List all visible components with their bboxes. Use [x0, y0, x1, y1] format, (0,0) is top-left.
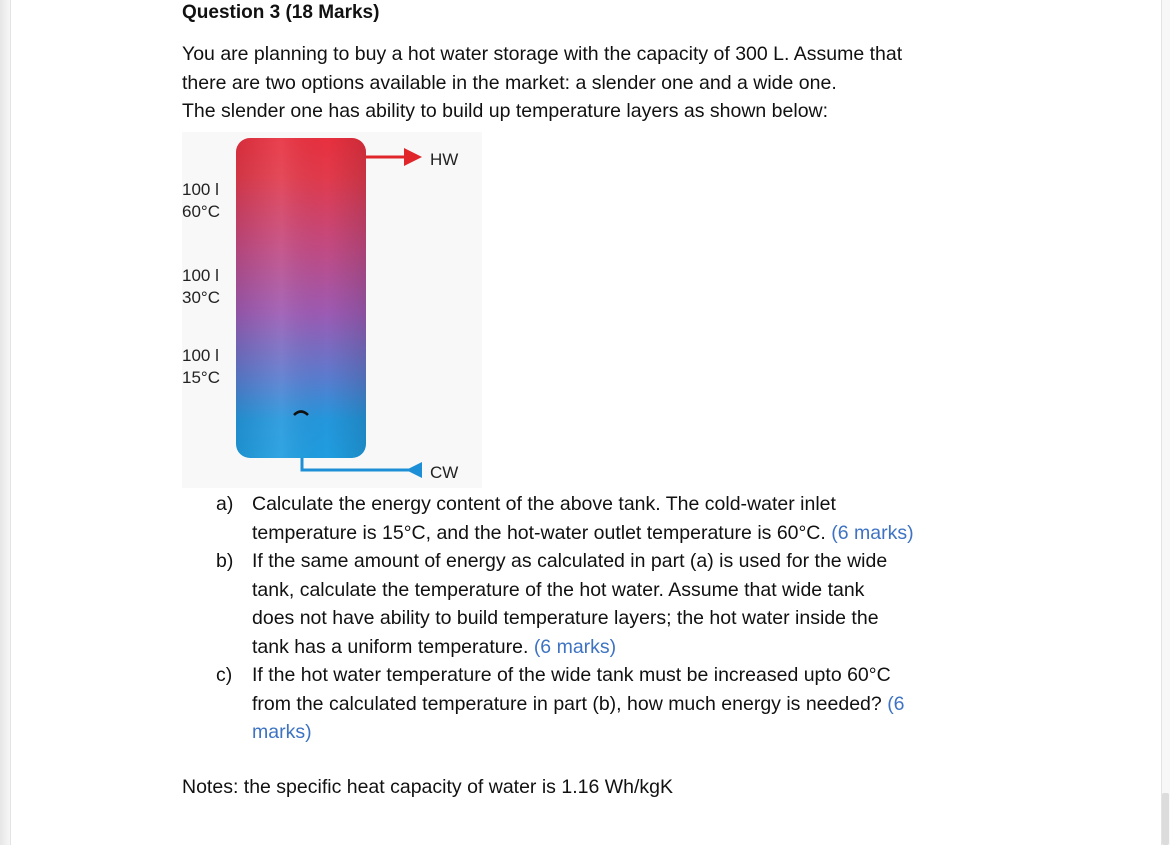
part-letter: c) [216, 664, 233, 686]
tank-diagram [182, 132, 482, 488]
part-line-with-marks [252, 633, 1006, 662]
part-line: from the calculated temperature in part (b), how much energy is needed? [252, 692, 882, 715]
intro-line: there are two options available in the market: a slender one and a wide one. [182, 71, 837, 94]
part-text [252, 661, 1006, 747]
layer-temp-label: 15°C [182, 368, 220, 387]
intro-line: The slender one has ability to build up temperature layers as shown below: [182, 100, 829, 122]
tank-shading [236, 138, 366, 458]
tank-figure [182, 132, 482, 488]
marks-label: (6 marks) [533, 635, 617, 658]
part-line-with-marks [252, 718, 1006, 747]
question-part-a [216, 490, 1006, 547]
question-parts [216, 490, 1006, 747]
cw-label: CW [430, 463, 459, 482]
part-line-with-marks [252, 690, 1006, 719]
part-line-with-marks [252, 519, 1006, 548]
part-line: Calculate the energy content of the above tank. The cold-water inlet [252, 493, 836, 515]
question-intro [182, 40, 902, 126]
hw-label: HW [430, 150, 459, 169]
part-line: If the hot water temperature of the wide tank must be increased upto 60°C [252, 664, 891, 686]
part-letter: b) [216, 550, 234, 572]
scrollbar-thumb[interactable] [1162, 793, 1169, 845]
part-text [252, 547, 1006, 661]
layer-volume-label: 100 l [182, 266, 219, 285]
page-edge-left [0, 0, 11, 845]
layer-temp-label: 60°C [182, 202, 220, 221]
marks-label: (6 [887, 692, 905, 715]
part-line: does not have ability to build temperature layers; the hot water inside the [252, 607, 879, 629]
notes-text: Notes: the specific heat capacity of water is 1.16 Wh/kgK [182, 776, 673, 798]
part-line: tank, calculate the temperature of the hot water. Assume that wide tank [252, 578, 865, 601]
layer-volume-label: 100 l [182, 180, 219, 199]
part-line: tank has a uniform temperature. [252, 635, 529, 658]
marks-label: marks) [252, 721, 312, 743]
scrollbar-track[interactable] [1161, 0, 1170, 845]
part-letter: a) [216, 493, 234, 515]
layer-volume-label: 100 l [182, 346, 219, 365]
part-line: temperature is 15°C, and the hot-water outlet temperature is 60°C. [252, 521, 826, 544]
question-part-b [216, 547, 1006, 661]
part-text [252, 490, 1006, 547]
intro-line: You are planning to buy a hot water storage with the capacity of 300 L. Assume that [182, 43, 903, 65]
layer-temp-label: 30°C [182, 288, 220, 307]
question-title: Question 3 (18 Marks) [182, 2, 380, 23]
question-part-c [216, 661, 1006, 747]
part-line: If the same amount of energy as calculated in part (a) is used for the wide [252, 550, 888, 572]
marks-label: (6 marks) [831, 521, 914, 544]
